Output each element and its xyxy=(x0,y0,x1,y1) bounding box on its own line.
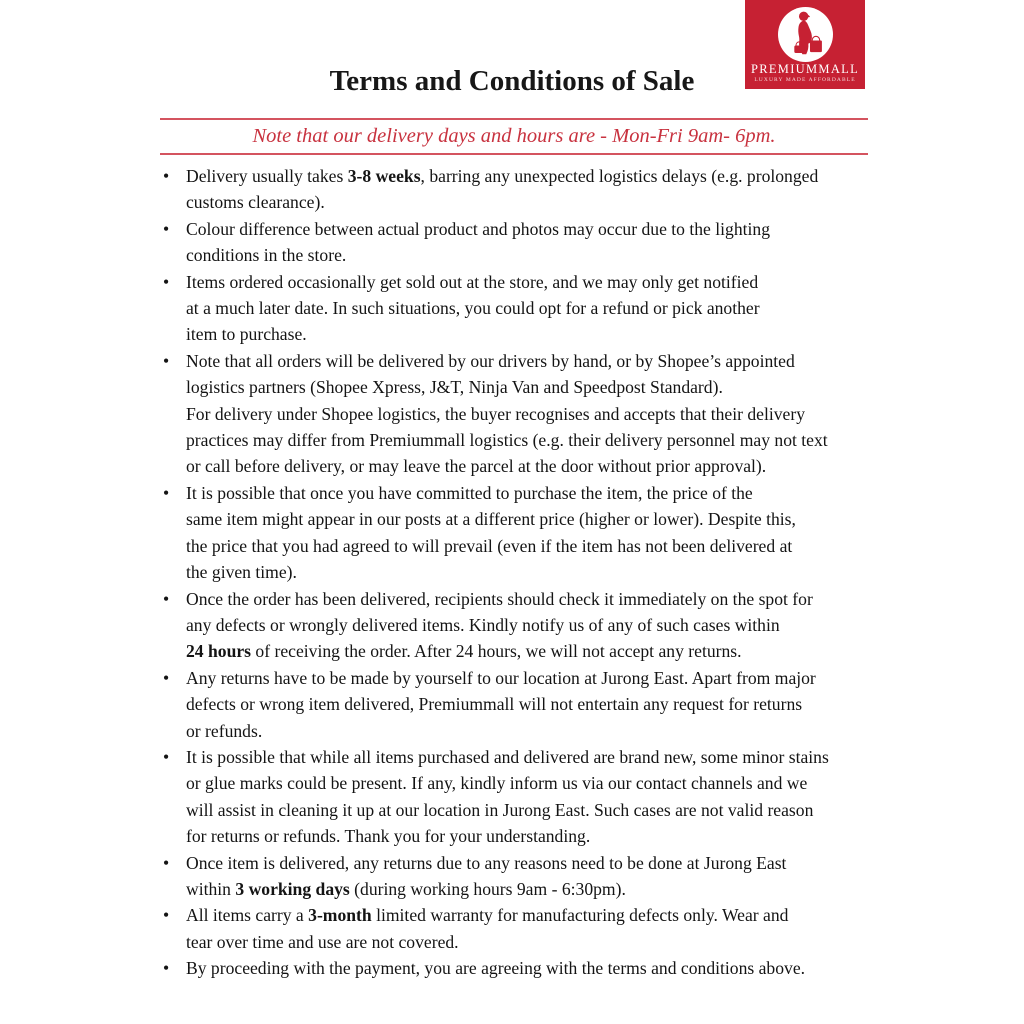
term-item xyxy=(160,216,880,269)
woman-with-shopping-bags-icon xyxy=(778,7,833,62)
bullet-icon: • xyxy=(163,588,170,609)
bullet-icon: • xyxy=(163,746,170,767)
term-item xyxy=(160,269,880,348)
term-line: For delivery under Shopee logistics, the buyer recognises and accepts that their delivery xyxy=(186,403,806,424)
delivery-note-band xyxy=(160,118,868,155)
bullet-icon: • xyxy=(163,667,170,688)
bullet-icon: • xyxy=(163,271,170,292)
bullet-icon: • xyxy=(163,218,170,239)
term-item xyxy=(160,480,880,586)
terms-list xyxy=(160,163,880,982)
term-line: or refunds. xyxy=(186,720,263,741)
logo-badge xyxy=(778,7,833,62)
term-item xyxy=(160,744,880,850)
bullet-icon: • xyxy=(163,166,170,186)
bullet-icon: • xyxy=(163,958,170,979)
term-line: at a much later date. In such situations, you could opt for a refund or pick another xyxy=(186,298,760,319)
term-line: Once item is delivered, any returns due to any reasons need to be done at Jurong East xyxy=(186,852,787,873)
bullet-icon: • xyxy=(163,905,170,926)
delivery-note-text: Note that our delivery days and hours are - Mon-Fri 9am- 6pm. xyxy=(252,125,776,147)
term-line: the given time). xyxy=(186,562,297,583)
term-line: or call before delivery, or may leave the parcel at the door without prior approval). xyxy=(186,456,767,477)
term-line: Items ordered occasionally get sold out at the store, and we may only get notified xyxy=(186,271,759,292)
term-line: Once the order has been delivered, recipients should check it immediately on the spot for xyxy=(186,588,813,609)
term-item xyxy=(160,902,880,955)
page-title: Terms and Conditions of Sale xyxy=(329,65,695,97)
term-item xyxy=(160,348,880,480)
term-line: same item might appear in our posts at a different price (higher or lower). Despite this, xyxy=(186,509,796,530)
term-line: tear over time and use are not covered. xyxy=(186,931,459,952)
term-line: All items carry a 3-month limited warranty for manufacturing defects only. Wear and xyxy=(186,905,789,926)
logo-tagline: LUXURY MADE AFFORDABLE xyxy=(754,77,856,83)
term-line: any defects or wrongly delivered items. Kindly notify us of any of such cases within xyxy=(186,614,780,635)
term-line: Note that all orders will be delivered by our drivers by hand, or by Shopee’s appointed xyxy=(186,350,795,371)
terms-bullet-list xyxy=(160,163,880,982)
term-line: within 3 working days (during working hours 9am - 6:30pm). xyxy=(186,878,626,899)
term-line: item to purchase. xyxy=(186,324,307,345)
term-line: or glue marks could be present. If any, kindly inform us via our contact channels and we xyxy=(186,773,808,794)
logo-brand-name: PREMIUMMALL xyxy=(750,62,860,76)
term-item xyxy=(160,850,880,903)
term-line: the price that you had agreed to will prevail (even if the item has not been delivered at xyxy=(186,535,793,556)
term-line: By proceeding with the payment, you are agreeing with the terms and conditions above. xyxy=(186,958,806,979)
term-line: Any returns have to be made by yourself to our location at Jurong East. Apart from major xyxy=(186,667,816,688)
term-item xyxy=(160,586,880,665)
term-item xyxy=(160,163,880,216)
term-line: It is possible that once you have committed to purchase the item, the price of the xyxy=(186,482,753,503)
term-item xyxy=(160,665,880,744)
term-line: It is possible that while all items purchased and delivered are brand new, some minor stains xyxy=(186,746,829,767)
term-line: logistics partners (Shopee Xpress, J&T, Ninja Van and Speedpost Standard). xyxy=(186,377,723,398)
term-line: for returns or refunds. Thank you for your understanding. xyxy=(186,826,591,847)
term-line: 24 hours of receiving the order. After 24 hours, we will not accept any returns. xyxy=(186,641,742,662)
term-line: Colour difference between actual product and photos may occur due to the lighting xyxy=(186,218,770,239)
term-line: practices may differ from Premiummall logistics (e.g. their delivery personnel may not text xyxy=(186,430,828,451)
term-line: customs clearance). xyxy=(186,192,325,213)
bullet-icon: • xyxy=(163,482,170,503)
term-line: defects or wrong item delivered, Premiummall will not entertain any request for returns xyxy=(186,694,803,715)
term-line: Delivery usually takes 3-8 weeks, barring any unexpected logistics delays (e.g. prolonged xyxy=(186,166,819,186)
term-line: will assist in cleaning it up at our location in Jurong East. Such cases are not valid reason xyxy=(186,799,814,820)
bullet-icon: • xyxy=(163,852,170,873)
term-item xyxy=(160,955,880,981)
term-line: conditions in the store. xyxy=(186,245,347,266)
bullet-icon: • xyxy=(163,350,170,371)
